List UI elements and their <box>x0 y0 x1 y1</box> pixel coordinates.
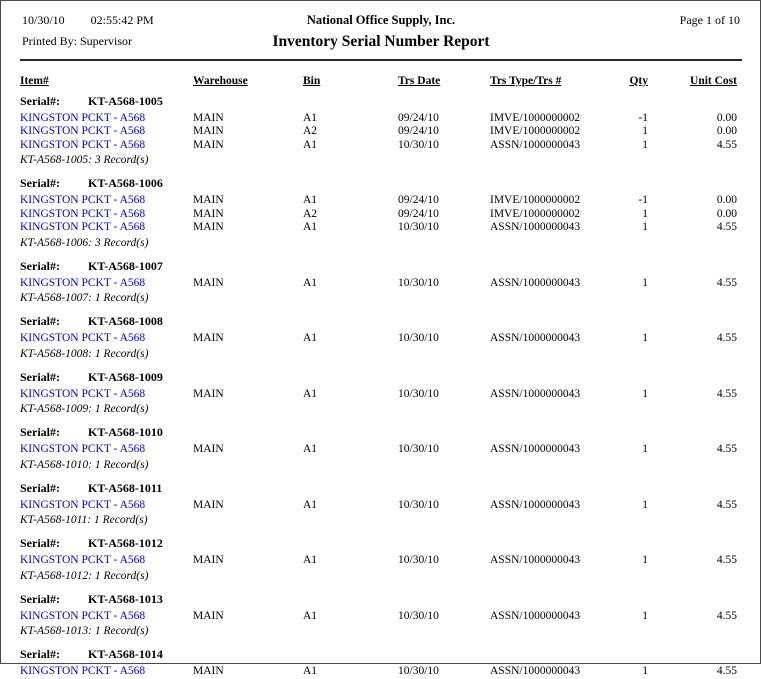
serial-line <box>20 370 742 385</box>
qty-cell: 1 <box>642 138 648 151</box>
serial-label: Serial#: <box>20 480 60 495</box>
table-row <box>20 554 742 568</box>
trs-date-cell: 09/24/10 <box>398 194 439 206</box>
unit-cost-cell: 4.55 <box>716 387 737 400</box>
group-rows <box>20 443 742 457</box>
bin-cell: A1 <box>303 332 318 344</box>
serial-group <box>20 425 742 471</box>
col-header-item: Item# <box>20 75 49 87</box>
unit-cost-cell: 4.55 <box>716 609 737 622</box>
serial-label: Serial#: <box>20 369 60 384</box>
item-link[interactable]: KINGSTON PCKT - A568 <box>20 111 146 124</box>
qty-cell: 1 <box>642 221 648 233</box>
item-link[interactable]: KINGSTON PCKT - A568 <box>20 609 146 622</box>
page-indicator: Page 1 of 10 <box>679 13 740 27</box>
bin-cell: A1 <box>303 387 318 400</box>
serial-line <box>20 94 742 109</box>
qty-cell: 1 <box>642 498 648 511</box>
trs-date-cell: 10/30/10 <box>398 498 439 511</box>
serial-value: KT-A568-1013 <box>88 591 163 606</box>
warehouse-cell: MAIN <box>193 138 224 151</box>
qty-cell: -1 <box>638 194 648 206</box>
trs-date-cell: 10/30/10 <box>398 276 439 289</box>
group-summary: KT-A568-1009: 1 Record(s) <box>20 403 149 415</box>
trs-type-cell: ASSN/1000000043 <box>490 138 581 151</box>
serial-line <box>20 259 742 274</box>
report-header <box>20 7 742 61</box>
trs-date-cell: 09/24/10 <box>398 111 439 124</box>
bin-cell: A1 <box>303 221 318 233</box>
group-rows <box>20 610 742 624</box>
printed-by: Printed By: Supervisor <box>22 34 132 48</box>
trs-type-cell: ASSN/1000000043 <box>490 498 581 511</box>
table-row <box>20 332 742 346</box>
report-date: 10/30/10 <box>22 13 65 27</box>
serial-line <box>20 592 742 607</box>
trs-type-cell: ASSN/1000000043 <box>490 332 581 344</box>
qty-cell: 1 <box>642 609 648 622</box>
serial-value: KT-A568-1012 <box>88 536 163 550</box>
unit-cost-cell: 4.55 <box>716 443 737 455</box>
col-header-qty: Qty <box>629 75 648 87</box>
serial-group <box>20 370 742 416</box>
warehouse-cell: MAIN <box>193 609 224 622</box>
trs-type-cell: ASSN/1000000043 <box>490 387 581 400</box>
item-link[interactable]: KINGSTON PCKT - A568 <box>20 221 146 233</box>
table-row <box>20 388 742 402</box>
bin-cell: A1 <box>303 498 318 511</box>
qty-cell: 1 <box>642 207 648 220</box>
col-header-trs-type: Trs Type/Trs # <box>490 75 562 87</box>
table-row <box>20 277 742 291</box>
group-summary: KT-A568-1010: 1 Record(s) <box>20 458 149 471</box>
trs-type-cell: IMVE/1000000002 <box>490 111 581 124</box>
serial-value: KT-A568-1014 <box>88 647 163 661</box>
trs-type-cell: ASSN/1000000043 <box>490 443 581 455</box>
serial-line <box>20 647 742 662</box>
serial-value: KT-A568-1006 <box>88 176 163 190</box>
serial-line <box>20 314 742 329</box>
serial-line <box>20 481 742 496</box>
warehouse-cell: MAIN <box>193 276 224 289</box>
item-link[interactable]: KINGSTON PCKT - A568 <box>20 498 146 511</box>
group-rows <box>20 554 742 568</box>
bin-cell: A1 <box>303 138 318 151</box>
table-row <box>20 610 742 624</box>
col-header-unit-cost: Unit Cost <box>690 75 737 87</box>
warehouse-cell: MAIN <box>193 554 224 566</box>
warehouse-cell: MAIN <box>193 111 224 124</box>
serial-label: Serial#: <box>20 258 60 273</box>
table-row <box>20 665 742 679</box>
serial-label: Serial#: <box>20 93 60 108</box>
item-link[interactable]: KINGSTON PCKT - A568 <box>20 443 146 455</box>
item-link[interactable]: KINGSTON PCKT - A568 <box>20 387 146 400</box>
serial-value: KT-A568-1010 <box>88 425 163 439</box>
trs-type-cell: IMVE/1000000002 <box>490 194 581 206</box>
table-row <box>20 139 742 153</box>
trs-date-cell: 09/24/10 <box>398 125 439 137</box>
company-name: National Office Supply, Inc. <box>306 13 456 27</box>
group-rows <box>20 332 742 346</box>
serial-line <box>20 176 742 191</box>
serial-value: KT-A568-1007 <box>88 258 163 273</box>
column-headers <box>20 75 742 89</box>
group-summary: KT-A568-1006: 3 Record(s) <box>20 236 149 249</box>
item-link[interactable]: KINGSTON PCKT - A568 <box>20 138 146 151</box>
qty-cell: 1 <box>642 332 648 344</box>
warehouse-cell: MAIN <box>193 498 224 511</box>
trs-type-cell: ASSN/1000000043 <box>490 276 581 289</box>
qty-cell: -1 <box>638 111 648 124</box>
report-body <box>20 94 742 679</box>
item-link[interactable]: KINGSTON PCKT - A568 <box>20 207 146 220</box>
page-title: Inventory Serial Number Report <box>272 33 490 50</box>
item-link[interactable]: KINGSTON PCKT - A568 <box>20 665 146 677</box>
bin-cell: A1 <box>303 665 318 677</box>
bin-cell: A2 <box>303 125 318 137</box>
warehouse-cell: MAIN <box>193 387 224 400</box>
warehouse-cell: MAIN <box>193 221 224 233</box>
trs-date-cell: 10/30/10 <box>398 554 439 566</box>
table-row <box>20 208 742 222</box>
serial-value: KT-A568-1005 <box>88 93 163 108</box>
warehouse-cell: MAIN <box>193 665 224 677</box>
group-summary: KT-A568-1007: 1 Record(s) <box>20 292 149 304</box>
warehouse-cell: MAIN <box>193 194 224 206</box>
serial-group <box>20 481 742 527</box>
item-link[interactable]: KINGSTON PCKT - A568 <box>20 194 146 206</box>
serial-group <box>20 259 742 305</box>
unit-cost-cell: 0.00 <box>716 194 737 206</box>
group-rows <box>20 194 742 235</box>
serial-value: KT-A568-1008 <box>88 314 163 328</box>
qty-cell: 1 <box>642 443 648 455</box>
table-row <box>20 499 742 513</box>
qty-cell: 1 <box>642 387 648 400</box>
unit-cost-cell: 4.55 <box>716 554 737 566</box>
qty-cell: 1 <box>642 665 648 677</box>
serial-label: Serial#: <box>20 314 60 328</box>
group-summary: KT-A568-1011: 1 Record(s) <box>20 514 148 526</box>
group-summary: KT-A568-1005: 3 Record(s) <box>20 154 149 166</box>
table-row <box>20 221 742 235</box>
trs-type-cell: ASSN/1000000043 <box>490 554 581 566</box>
bin-cell: A1 <box>303 554 318 566</box>
qty-cell: 1 <box>642 125 648 137</box>
item-link[interactable]: KINGSTON PCKT - A568 <box>20 125 146 137</box>
report-page <box>1 1 760 679</box>
serial-group <box>20 94 742 167</box>
group-rows <box>20 499 742 513</box>
header-center <box>232 13 530 51</box>
bin-cell: A1 <box>303 276 318 289</box>
table-row <box>20 443 742 457</box>
item-link[interactable]: KINGSTON PCKT - A568 <box>20 276 146 289</box>
group-summary: KT-A568-1012: 1 Record(s) <box>20 569 149 582</box>
qty-cell: 1 <box>642 276 648 289</box>
group-summary: KT-A568-1013: 1 Record(s) <box>20 625 149 637</box>
header-left <box>22 13 232 51</box>
unit-cost-cell: 4.55 <box>716 138 737 151</box>
serial-label: Serial#: <box>20 647 60 661</box>
warehouse-cell: MAIN <box>193 443 224 455</box>
unit-cost-cell: 4.55 <box>716 498 737 511</box>
serial-value: KT-A568-1009 <box>88 369 163 384</box>
warehouse-cell: MAIN <box>193 207 224 220</box>
bin-cell: A1 <box>303 111 318 124</box>
trs-type-cell: IMVE/1000000002 <box>490 125 581 137</box>
bin-cell: A1 <box>303 443 318 455</box>
group-summary: KT-A568-1008: 1 Record(s) <box>20 347 149 360</box>
group-rows <box>20 665 742 679</box>
unit-cost-cell: 0.00 <box>716 125 737 137</box>
item-link[interactable]: KINGSTON PCKT - A568 <box>20 332 146 344</box>
serial-label: Serial#: <box>20 176 60 190</box>
trs-date-cell: 10/30/10 <box>398 221 439 233</box>
warehouse-cell: MAIN <box>193 332 224 344</box>
serial-group <box>20 647 742 679</box>
serial-value: KT-A568-1011 <box>88 480 163 495</box>
serial-line <box>20 536 742 551</box>
serial-label: Serial#: <box>20 591 60 606</box>
trs-date-cell: 10/30/10 <box>398 443 439 455</box>
unit-cost-cell: 0.00 <box>716 111 737 124</box>
col-header-warehouse: Warehouse <box>193 75 248 87</box>
serial-label: Serial#: <box>20 536 60 550</box>
unit-cost-cell: 4.55 <box>716 276 737 289</box>
unit-cost-cell: 4.55 <box>716 332 737 344</box>
group-rows <box>20 112 742 153</box>
trs-type-cell: ASSN/1000000043 <box>490 665 581 677</box>
unit-cost-cell: 4.55 <box>716 665 737 677</box>
serial-group <box>20 176 742 249</box>
trs-date-cell: 10/30/10 <box>398 332 439 344</box>
trs-date-cell: 10/30/10 <box>398 665 439 677</box>
warehouse-cell: MAIN <box>193 125 224 137</box>
bin-cell: A2 <box>303 207 318 220</box>
group-rows <box>20 277 742 291</box>
trs-date-cell: 10/30/10 <box>398 609 439 622</box>
bin-cell: A1 <box>303 609 318 622</box>
unit-cost-cell: 4.55 <box>716 221 737 233</box>
trs-date-cell: 09/24/10 <box>398 207 439 220</box>
group-rows <box>20 388 742 402</box>
bin-cell: A1 <box>303 194 318 206</box>
serial-line <box>20 425 742 440</box>
table-row <box>20 125 742 139</box>
serial-group <box>20 536 742 582</box>
serial-label: Serial#: <box>20 425 60 439</box>
serial-group <box>20 314 742 360</box>
col-header-bin: Bin <box>303 75 321 87</box>
trs-date-cell: 10/30/10 <box>398 138 439 151</box>
trs-type-cell: ASSN/1000000043 <box>490 221 581 233</box>
col-header-trs-date: Trs Date <box>398 75 441 87</box>
table-row <box>20 112 742 126</box>
qty-cell: 1 <box>642 554 648 566</box>
trs-date-cell: 10/30/10 <box>398 387 439 400</box>
trs-type-cell: ASSN/1000000043 <box>490 609 581 622</box>
table-row <box>20 194 742 208</box>
item-link[interactable]: KINGSTON PCKT - A568 <box>20 554 146 566</box>
report-time: 02:55:42 PM <box>90 13 154 27</box>
serial-group <box>20 592 742 638</box>
unit-cost-cell: 0.00 <box>716 207 737 220</box>
trs-type-cell: IMVE/1000000002 <box>490 207 581 220</box>
